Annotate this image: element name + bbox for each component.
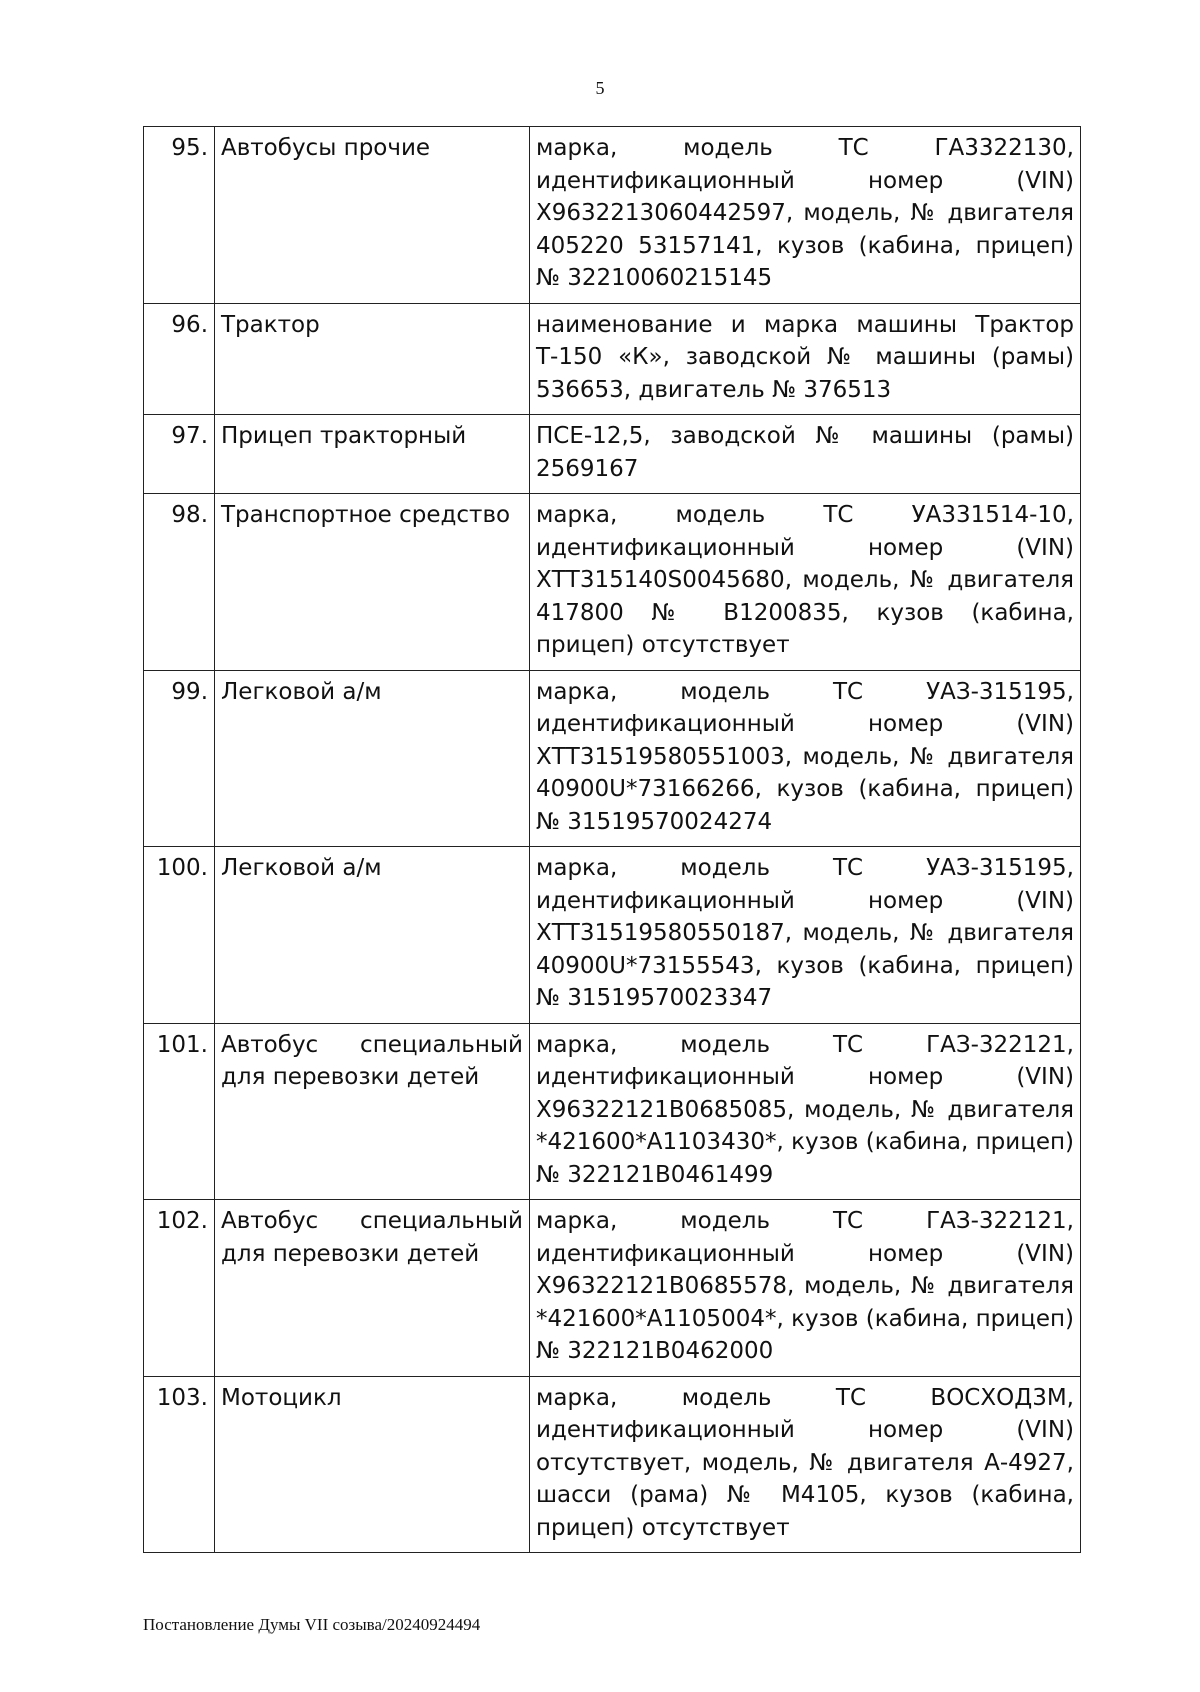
row-number: 103. (144, 1376, 215, 1553)
row-number: 97. (144, 415, 215, 494)
table-row (144, 670, 1081, 847)
vehicle-name: Транспортное средство (215, 494, 530, 671)
vehicle-description: марка, модель ТС ГАЗ-322121, идентификационный номер (VIN) X96322121B0685578, модель, № двигателя *421600*A1105004*, кузов (кабина, прицеп) № 322121B0462000 (530, 1200, 1081, 1377)
row-number: 98. (144, 494, 215, 671)
vehicle-name: Трактор (215, 303, 530, 415)
table-row (144, 127, 1081, 304)
vehicle-name: Автобус специальный для перевозки детей (215, 1023, 530, 1200)
vehicle-registry-table (143, 126, 1081, 1553)
table-row (144, 1200, 1081, 1377)
table-row (144, 303, 1081, 415)
vehicle-description: марка, модель ТС УАЗ-315195, идентификационный номер (VIN) ХТТ31519580550187, модель, № двигателя 40900U*73155543, кузов (кабина, прицеп) № 31519570023347 (530, 847, 1081, 1024)
vehicle-name: Автобус специальный для перевозки детей (215, 1200, 530, 1377)
vehicle-name: Прицеп тракторный (215, 415, 530, 494)
vehicle-description: марка, модель ТС ГАЗ-322121, идентификационный номер (VIN) X96322121B0685085, модель, № двигателя *421600*A1103430*, кузов (кабина, прицеп) № 322121B0461499 (530, 1023, 1081, 1200)
vehicle-description: наименование и марка машины Трактор Т-150 «К», заводской № машины (рамы) 536653, двигатель № 376513 (530, 303, 1081, 415)
vehicle-name: Автобусы прочие (215, 127, 530, 304)
table-row (144, 494, 1081, 671)
vehicle-description: ПСЕ-12,5, заводской № машины (рамы) 2569167 (530, 415, 1081, 494)
vehicle-name: Легковой а/м (215, 670, 530, 847)
document-footer: Постановление Думы VII созыва/20240924494 (143, 1615, 481, 1634)
vehicle-name: Легковой а/м (215, 847, 530, 1024)
page-number: 5 (595, 78, 605, 98)
row-number: 99. (144, 670, 215, 847)
table-row (144, 1023, 1081, 1200)
row-number: 95. (144, 127, 215, 304)
vehicle-description: марка, модель ТС ГА3322130, идентификационный номер (VIN) X9632213060442597, модель, № двигателя 405220 53157141, кузов (кабина, прицеп) № 32210060215145 (530, 127, 1081, 304)
row-number: 102. (144, 1200, 215, 1377)
vehicle-description: марка, модель ТС УА331514-10, идентификационный номер (VIN) ХТТ315140S0045680, модель, № двигателя 417800 № В1200835, кузов (кабина, прицеп) отсутствует (530, 494, 1081, 671)
row-number: 100. (144, 847, 215, 1024)
row-number: 101. (144, 1023, 215, 1200)
row-number: 96. (144, 303, 215, 415)
vehicle-description: марка, модель ТС ВОСХОД3М, идентификационный номер (VIN) отсутствует, модель, № двигателя А-4927, шасси (рама) № М4105, кузов (кабина, прицеп) отсутствует (530, 1376, 1081, 1553)
table-row (144, 847, 1081, 1024)
table-row (144, 415, 1081, 494)
table-row (144, 1376, 1081, 1553)
vehicle-name: Мотоцикл (215, 1376, 530, 1553)
vehicle-description: марка, модель ТС УАЗ-315195, идентификационный номер (VIN) ХТТ31519580551003, модель, № двигателя 40900U*73166266, кузов (кабина, прицеп) № 31519570024274 (530, 670, 1081, 847)
